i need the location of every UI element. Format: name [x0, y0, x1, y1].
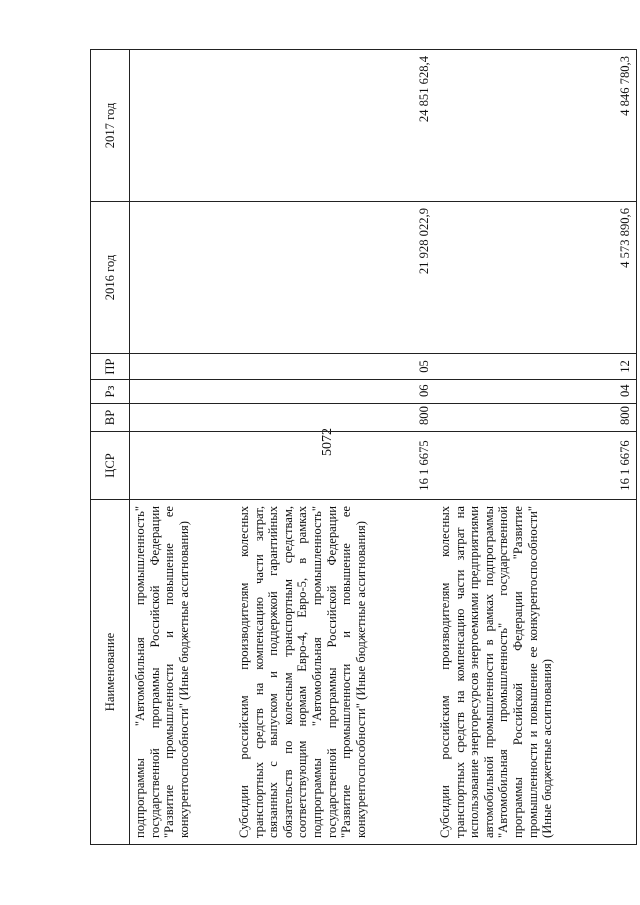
row-2017	[130, 50, 235, 202]
row-rz	[130, 380, 235, 404]
row-pr: 12	[435, 354, 637, 380]
row-2016	[130, 202, 235, 354]
row-vr: 800	[234, 404, 435, 432]
header-name: Наименование	[91, 500, 130, 845]
row-csr	[130, 432, 235, 500]
header-vr: ВР	[91, 404, 130, 432]
row-csr: 16 1 6675	[234, 432, 435, 500]
header-csr: ЦСР	[91, 432, 130, 500]
table-header-row	[91, 50, 130, 845]
row-rz: 06	[234, 380, 435, 404]
budget-table	[90, 49, 637, 845]
row-csr: 16 1 6676	[435, 432, 637, 500]
row-name: Субсидии российским производителям колесных транспортных средств на компенсацию части затрат на использование энергоресурсов энергоемкими предприятиями автомобильной промышленности в рамках подпрограммы "Автомобильная промышленность" государственной программы Российской Федерации "Развитие промышленности и повышение ее конкурентоспособности" (Иные бюджетные ассигнования)	[435, 500, 637, 845]
row-2017: 4 846 780,3	[435, 50, 637, 202]
header-rz: Рз	[91, 380, 130, 404]
header-2016: 2016 год	[91, 202, 130, 354]
page-number: 5072	[320, 428, 335, 456]
table-row	[130, 50, 235, 845]
row-vr: 800	[435, 404, 637, 432]
row-vr	[130, 404, 235, 432]
header-2017: 2017 год	[91, 50, 130, 202]
row-2016: 4 573 890,6	[435, 202, 637, 354]
row-2016: 21 928 022,9	[234, 202, 435, 354]
row-rz: 04	[435, 380, 637, 404]
table-row	[435, 50, 637, 845]
table-row	[234, 50, 435, 845]
row-name: Субсидии российским производителям колесных транспортных средств на компенсацию части затрат, связанных с выпуском и поддержкой гарантийных обязательств по колесным транспортным средствам, соответствующим нормам Евро-4, Евро-5, в рамках подпрограммы "Автомобильная промышленность" государственной программы Российской Федерации "Развитие промышленности и повышение ее конкурентоспособности" (Иные бюджетные ассигнования)	[234, 500, 435, 845]
row-pr: 05	[234, 354, 435, 380]
row-name: подпрограммы "Автомобильная промышленность" государственной программы Российской Федерации "Развитие промышленности и повышение ее конкурентоспособности" (Иные бюджетные ассигнования)	[130, 500, 235, 845]
row-pr	[130, 354, 235, 380]
header-pr: ПР	[91, 354, 130, 380]
budget-table-container	[90, 50, 633, 845]
row-2017: 24 851 628,4	[234, 50, 435, 202]
